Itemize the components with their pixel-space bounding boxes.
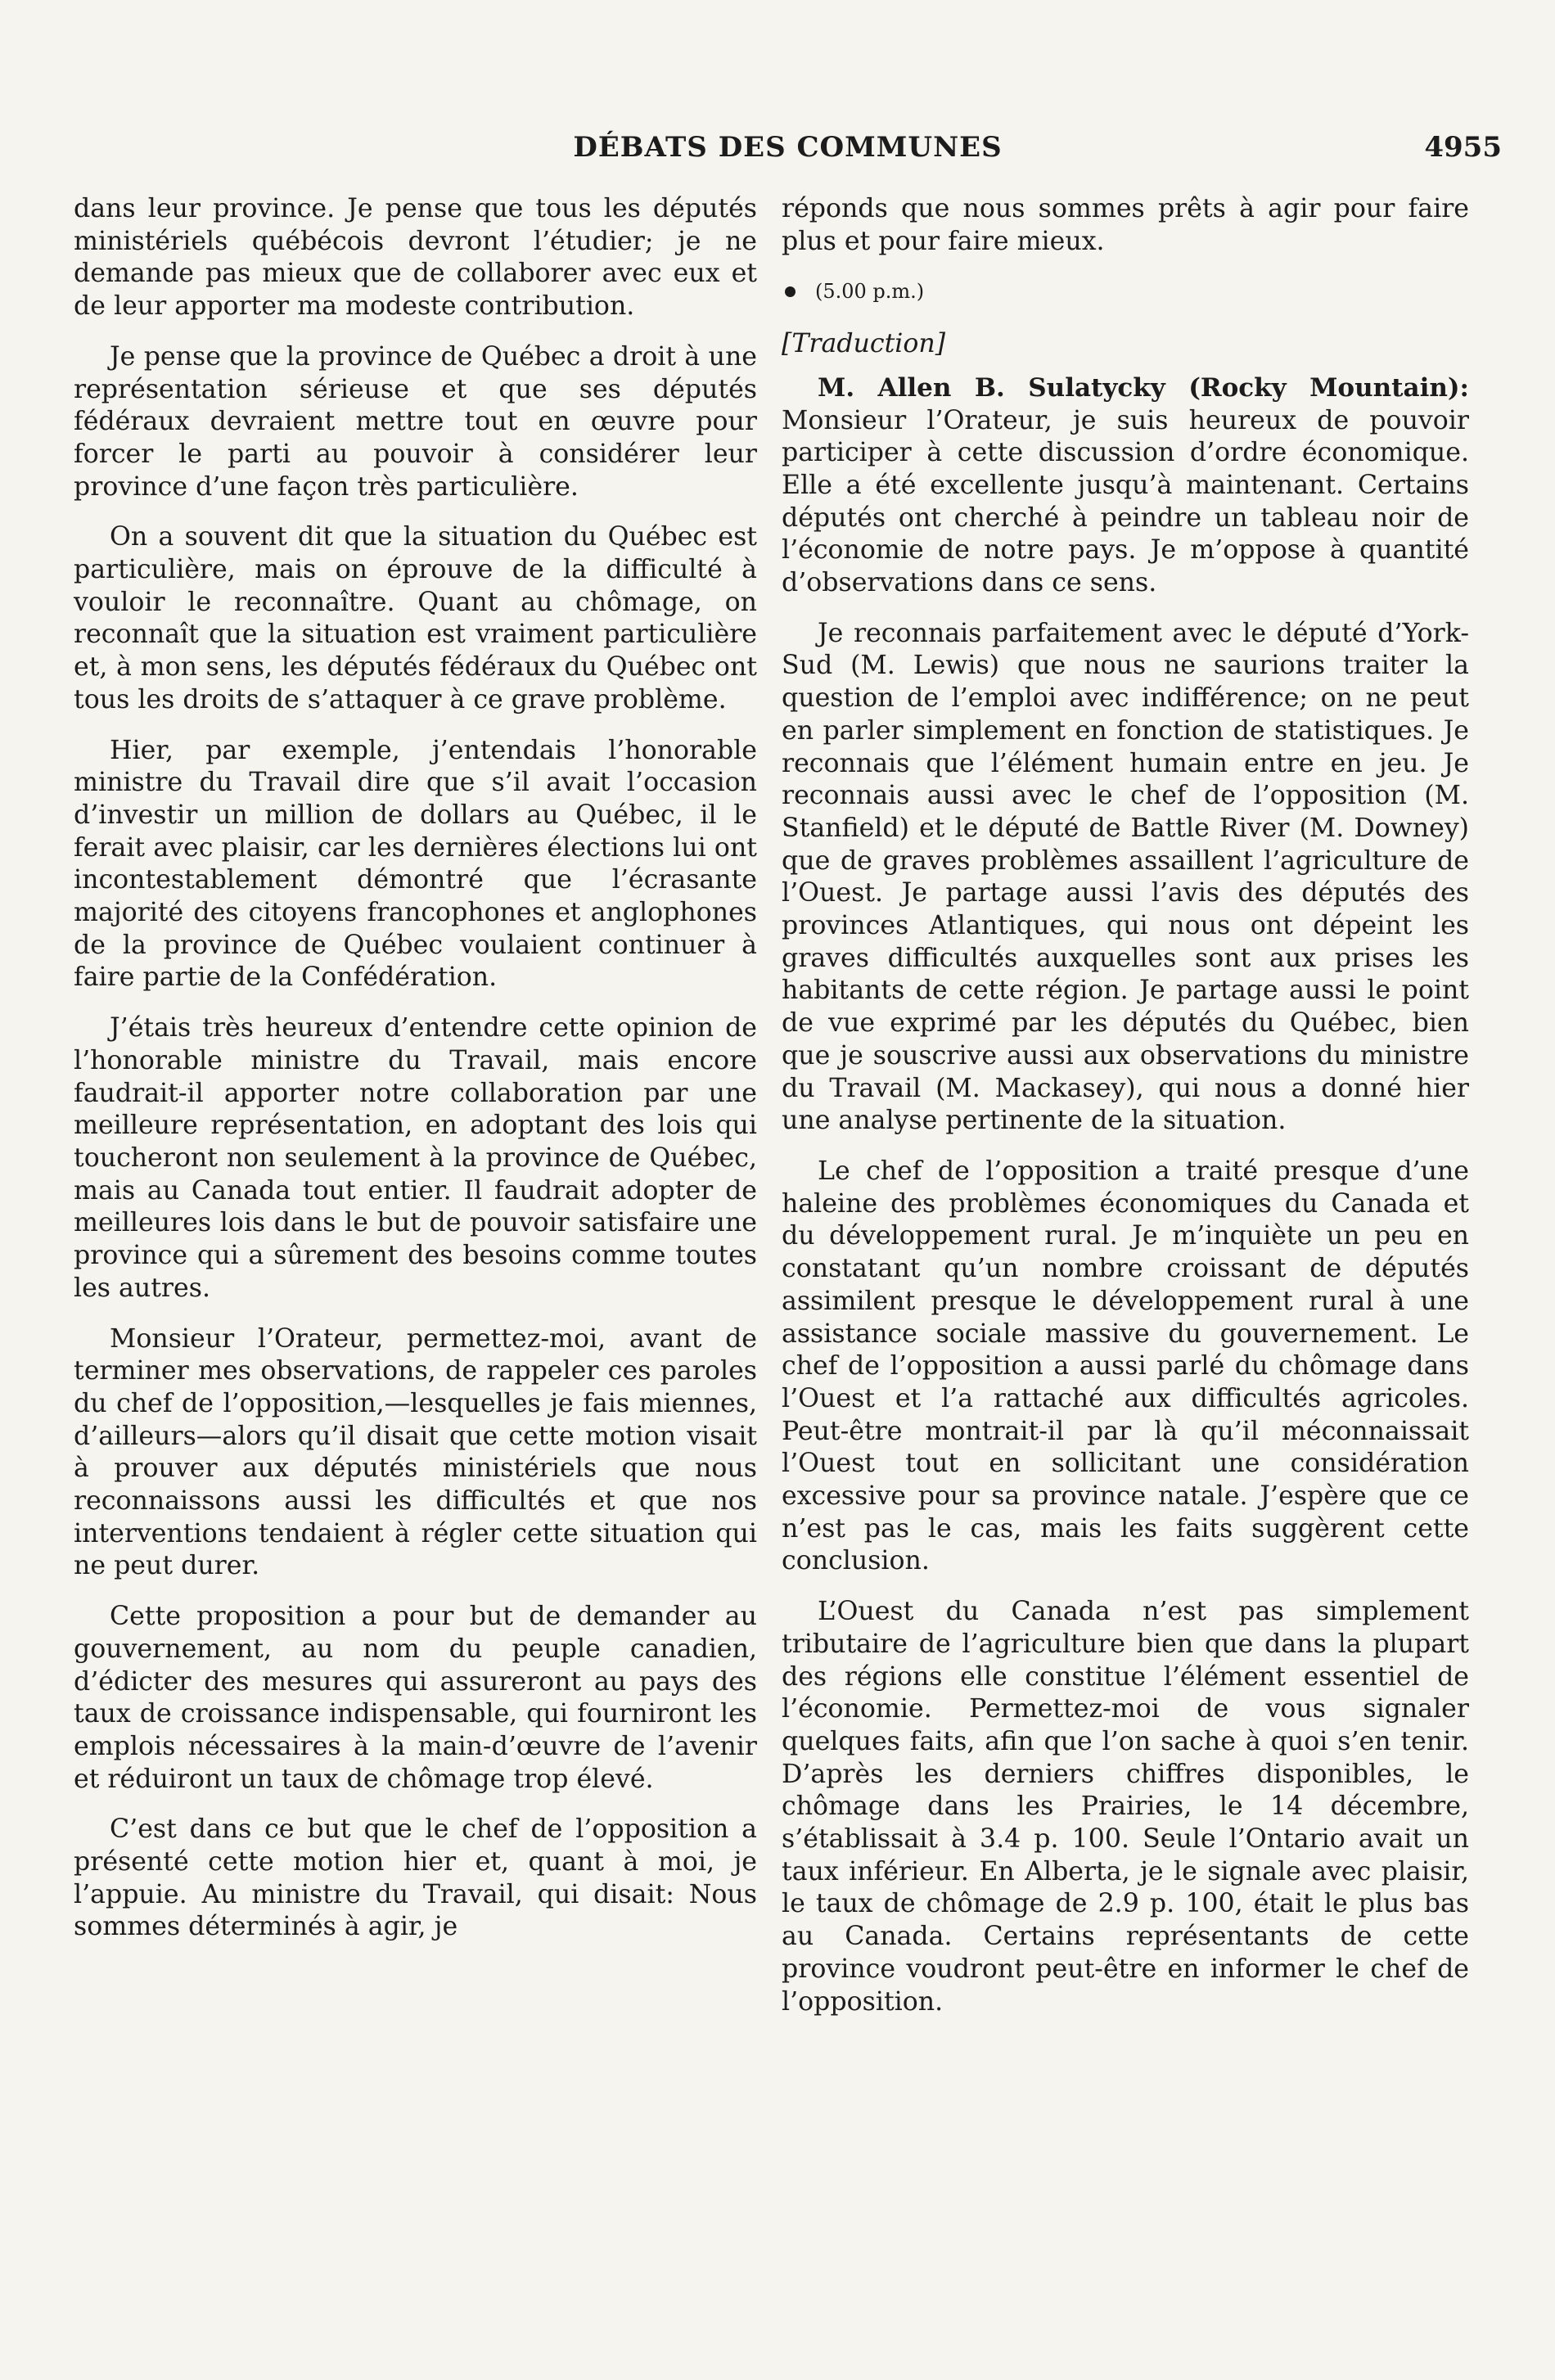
- left-column: [74, 193, 757, 1962]
- paragraph: L’Ouest du Canada n’est pas simplement tributaire de l’agriculture bien que dans la plupart des régions elle constitue l’élément essentiel de l’économie. Permettez-moi de vous signaler quelques faits, afin que l’on sache à quoi s’en tenir. D’après les derniers chiffres disponibles, le chômage dans les Prairies, le 14 décembre, s’établissait à 3.4 p. 100. Seule l’Ontario avait un taux inférieur. En Alberta, je le signale avec plaisir, le taux de chômage de 2.9 p. 100, était le plus bas au Canada. Certains représentants de cette province voudront peut-être en informer le chef de l’opposition.: [782, 1597, 1469, 2017]
- paragraph: On a souvent dit que la situation du Québec est particulière, mais on éprouve de la difficulté à vouloir le reconnaître. Quant au chômage, on reconnaît que la situation est vraiment particulière et, à mon sens, les députés fédéraux du Québec ont tous les droits de s’attaquer à ce grave problème.: [74, 522, 757, 714]
- paragraph: dans leur province. Je pense que tous les députés ministériels québécois devront l’étudier; je ne demande pas mieux que de collaborer avec eux et de leur apporter ma modeste contribution.: [74, 194, 757, 322]
- page-header: [74, 131, 1502, 172]
- time-stamp: [782, 276, 1469, 309]
- paragraph: Monsieur l’Orateur, permettez-moi, avant de terminer mes observations, de rappeler ces paroles du chef de l’opposition,—lesquelles je fais miennes, d’ailleurs—alors qu’il disait que cette motion visait à prouver aux députés ministériels que nous reconnaissons aussi les difficultés et que nos interventions tendaient à régler cette situation qui ne peut durer.: [74, 1323, 757, 1581]
- time-text: (5.00 p.m.): [815, 280, 925, 304]
- paragraph: Je reconnais parfaitement avec le député d’York-Sud (M. Lewis) que nous ne saurions traiter la question de l’emploi avec indifférence; on ne peut en parler simplement en fonction de statistiques. Je reconnais que l’élément humain entre en jeu. Je reconnais aussi avec le chef de l’opposition (M. Stanfield) et le député de Battle River (M. Downey) que de graves problèmes assaillent l’agriculture de l’Ouest. Je partage aussi l’avis des députés des provinces Atlantiques, qui nous ont dépeint les graves difficultés auxquelles sont aux prises les habitants de cette région. Je partage aussi le point de vue exprimé par les députés du Québec, bien que je souscrive aussi aux observations du ministre du Travail (M. Mackasey), qui nous a donné hier une analyse pertinente de la situation.: [782, 618, 1469, 1136]
- paragraph: C’est dans ce but que le chef de l’opposition a présenté cette motion hier et, quant à moi, je l’appuie. Au ministre du Travail, qui disait: Nous sommes déterminés à agir, je: [74, 1814, 757, 1942]
- speaker-paragraph: [782, 372, 1469, 600]
- running-title: DÉBATS DES COMMUNES: [573, 131, 1003, 164]
- paragraph: Hier, par exemple, j’entendais l’honorable ministre du Travail dire que s’il avait l’occasion d’investir un million de dollars au Québec, il le ferait avec plaisir, car les dernières élections lui ont incontestablement démontré que l’écrasante majorité des citoyens francophones et anglophones de la province de Québec voulaient continuer à faire partie de la Confédération.: [74, 735, 757, 993]
- paragraph: réponds que nous sommes prêts à agir pour faire plus et pour faire mieux.: [782, 194, 1469, 256]
- translation-note: [Traduction]: [782, 329, 946, 359]
- page-number: 4955: [1424, 131, 1502, 164]
- bullet-icon: [785, 286, 796, 297]
- right-column: [782, 193, 1469, 2036]
- paragraph: Le chef de l’opposition a traité presque d’une haleine des problèmes économiques du Canada et du développement rural. Je m’inquiète un peu en constatant qu’un nombre croissant de députés assimilent presque le développement rural à une assistance sociale massive du gouvernement. Le chef de l’opposition a aussi parlé du chômage dans l’Ouest et l’a rattaché aux difficultés agricoles. Peut-être montrait-il par là qu’il méconnaissait l’Ouest tout en sollicitant une considération excessive pour sa province natale. J’espère que ce n’est pas le cas, mais les faits suggèrent cette conclusion.: [782, 1156, 1469, 1576]
- paragraph: Cette proposition a pour but de demander au gouvernement, au nom du peuple canadien, d’édicter des mesures qui assureront au pays des taux de croissance indispensable, qui fourniront les emplois nécessaires à la main-d’œuvre de l’avenir et réduiront un taux de chômage trop élevé.: [74, 1602, 757, 1794]
- speaker-name: M. Allen B. Sulatycky (Rocky Mountain):: [818, 372, 1469, 403]
- paragraph: J’étais très heureux d’entendre cette opinion de l’honorable ministre du Travail, mais encore faudrait-il apporter notre collaboration par une meilleure représentation, en adoptant des lois qui toucheront non seulement à la province de Québec, mais au Canada tout entier. Il faudrait adopter de meilleures lois dans le but de pouvoir satisfaire une province qui a sûrement des besoins comme toutes les autres.: [74, 1013, 757, 1303]
- paragraph: Je pense que la province de Québec a droit à une représentation sérieuse et que ses députés fédéraux devraient mettre tout en œuvre pour forcer le parti au pouvoir à considérer leur province d’une façon très particulière.: [74, 341, 757, 502]
- speaker-text: Monsieur l’Orateur, je suis heureux de pouvoir participer à cette discussion d’ordre économique. Elle a été excellente jusqu’à maintenant. Certains députés ont cherché à peindre un tableau noir de l’économie de notre pays. Je m’oppose à quantité d’observations dans ce sens.: [782, 405, 1469, 598]
